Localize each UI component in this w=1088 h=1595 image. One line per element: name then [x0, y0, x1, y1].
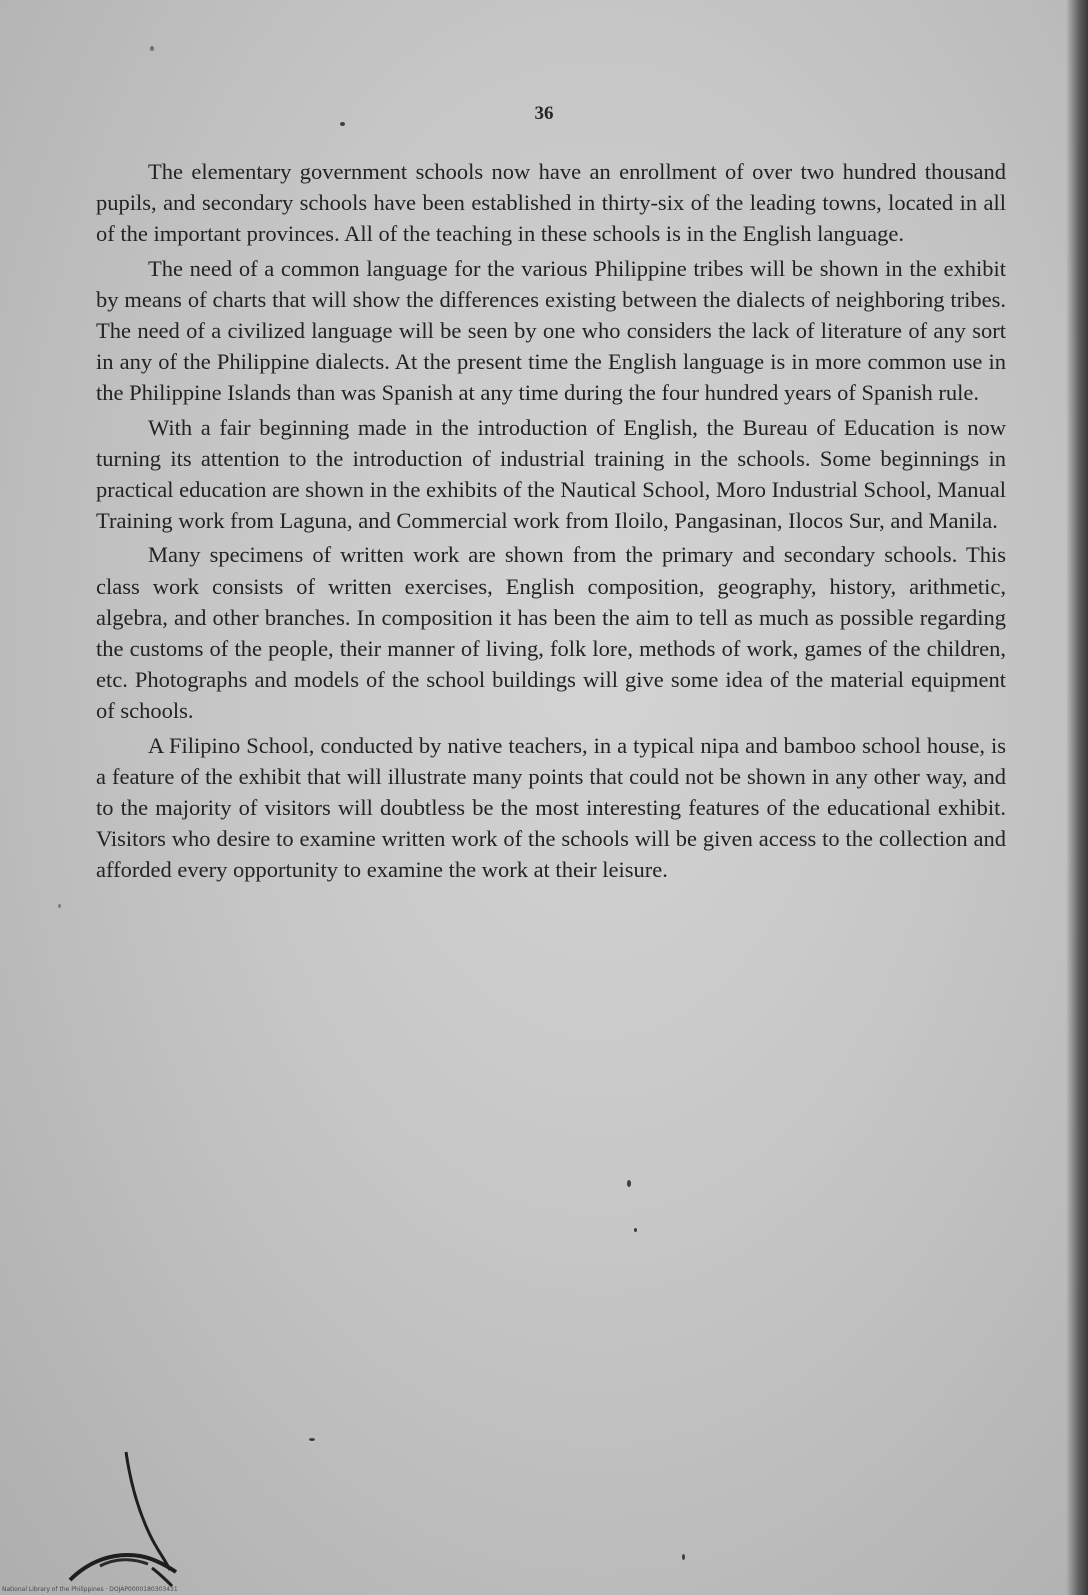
- paragraph-filipino-school: A Filipino School, conducted by native teachers, in a typical nipa and bamboo school house, is a feature of the exhibit that will illustrate many points that could not be shown in any other way, and to the majority of visitors will doubtless be the most interesting features of the educational exhibit. Visitors who desire to examine written work of the schools will be given access to the collection and afforded every opportunity to examine the work at their leisure.: [96, 732, 1006, 883]
- dust-speck: [58, 904, 61, 908]
- paragraph-industrial-training: With a fair beginning made in the introduction of English, the Bureau of Education is now turning its attention to the introduction of industrial training in the schools. Some beginnings in practical education are shown in the exhibits of the Nautical School, Moro Industrial School, Manual Training work from Laguna, and Commercial work from Iloilo, Pangasinan, Ilocos Sur, and Manila.: [96, 414, 1006, 534]
- dust-speck: [309, 1438, 315, 1441]
- dust-speck: [150, 46, 154, 51]
- ink-scribble-mark: [60, 1440, 190, 1590]
- body-text: [96, 156, 1006, 889]
- dust-speck: [627, 1180, 631, 1187]
- library-credit: National Library of the Philippines · DOJAP0000180303431: [2, 1586, 178, 1593]
- dust-speck: [634, 1228, 637, 1232]
- dust-speck: [340, 122, 345, 126]
- page-edge-shadow: [1066, 0, 1088, 1595]
- paragraph-enrollment: The elementary government schools now have an enrollment of over two hundred thousand pupils, and secondary schools have been established in thirty-six of the leading towns, located in all of the important provinces. All of the teaching in these schools is in the English language.: [96, 159, 1006, 247]
- dust-speck: [682, 1554, 685, 1560]
- paragraph-common-language: The need of a common language for the various Philippine tribes will be shown in the exhibit by means of charts that will show the differences existing between the dialects of neighboring tribes. The need of a civilized language will be seen by one who considers the lack of literature of any sort in any of the Philippine dialects. At the present time the English language is in more common use in the Philippine Islands than was Spanish at any time during the four hundred years of Spanish rule.: [96, 255, 1006, 406]
- paragraph-written-work: Many specimens of written work are shown from the primary and secondary schools. This class work consists of written exercises, English composition, geography, history, arithmetic, algebra, and other branches. In composition it has been the aim to tell as much as possible regarding the customs of the people, their manner of living, folk lore, methods of work, games of the children, etc. Photographs and models of the school buildings will give some idea of the material equipment of schools.: [96, 542, 1006, 724]
- page-number: 36: [534, 103, 554, 124]
